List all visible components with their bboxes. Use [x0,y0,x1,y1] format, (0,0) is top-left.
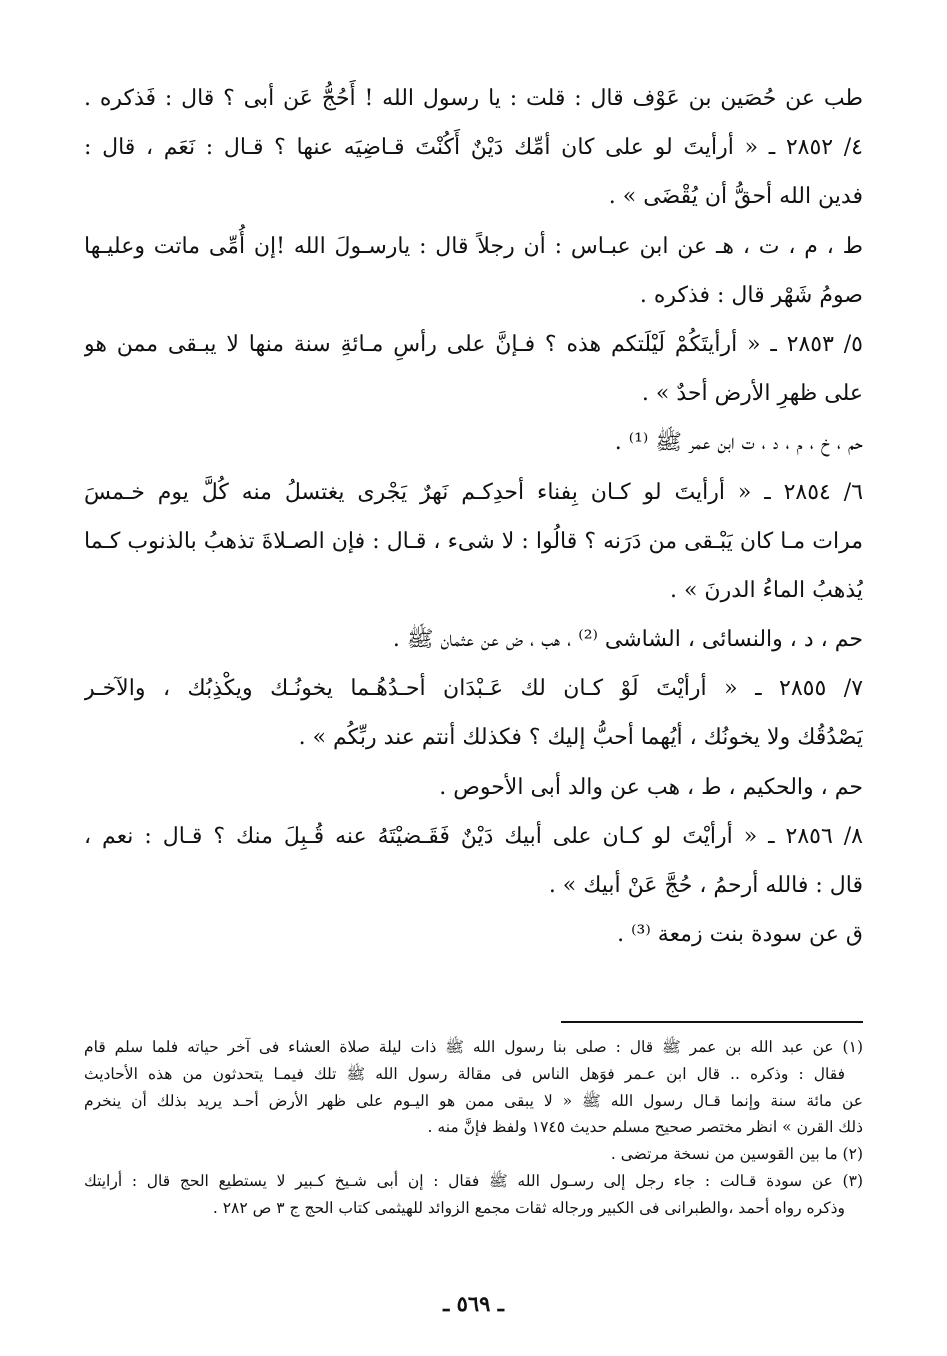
text-line: يَصْدُقُك ولا يخونُك ، أيُهما أحبُّ إليك ؟ فكذلك أنتم عند ربِّكُم » . [298,725,863,751]
text-line: صومُ شَهْر قال : فذكره . [639,282,863,308]
hadith-2856-line: ٨/ ٢٨٥٦ ـ « أرأيْتَ لو كـان على أبيك دَيْنٌ فَقَـضيْتَهُ عنه قُـبِلَ منك ؟ قـال : نعم ، [84,823,863,849]
text-line: طب عن حُصَين بن عَوْف قال : قلت : يا رسول الله ! أَحُجُّ عَن أبى ؟ قال : فَذكره . [84,86,863,111]
text-line: مرات مـا كان يَبْـقى من دَرَنه ؟ قالُوا : لا شىء ، قـال : فإن الصـلاةَ تذهبُ بالذنوب كـما [84,528,863,554]
footnote-1: (١) عن عبد الله بن عمر ﷺ قال : صلى بنا رسول الله ﷺ ذات ليلة صلاة العشاء فى آخر حياته فلما سلم قام [84,1038,863,1056]
source-line: حم ، د ، والنسائى ، الشاشى ⁽²⁾ ، هب ، ض عن عثمان ﷺ . [392,627,863,653]
source-line: حم ، والحكيم ، ط ، هب عن والد أبى الأحوص . [439,774,863,800]
footnote-1-cont: فقال : وذكره .. قال ابن عـمر فوَهل الناس فى مقالة رسول الله ﷺ تلك فيمـا يتحدثون من هذه الأحاديث [84,1064,845,1083]
footnote-3: (٣) عن سودة قـالت : جاء رجل إلى رسـول الله ﷺ فقال : إن أبى شـيخ كـبير لا يستطيع الحج قال : أرايتك [84,1171,863,1190]
hadith-2852-line: ٤/ ٢٨٥٢ ـ « أرأيتَ لو على كان أمِّك دَيْنٌ أَكُنْتَ قـاضِيَه عنها ؟ قـال : نَعَم ، قال : [84,135,863,161]
text-line: فدين الله أحقُّ أن يُقْضَى » . [608,184,863,210]
hadith-2854-line: ٦/ ٢٨٥٤ ـ « أرأيتَ لو كـان بِفناء أحدِكـم نَهرٌ يَجْرى يغتسلُ منه كُلَّ يوم خـمسَ [84,479,863,505]
footnote-2: (٢) ما بين القوسين من نسخة مرتضى . [610,1145,863,1164]
text-line: قال : فالله أرحمُ ، حُجَّ عَنْ أبيك » . [548,873,863,898]
footnotes [84,1034,863,1222]
source-line: ق عن سودة بنت زمعة ⁽³⁾ . [617,922,863,948]
source-line: ط ، م ، ت ، هـ عن ابن عبـاس : أن رجلاً قال : يارسـولَ الله !إن أُمِّى ماتت وعليـها [84,233,863,259]
hadith-2853-line: ٥/ ٢٨٥٣ ـ « أرأيتَكُمْ لَيْلَتكم هذه ؟ فـإنَّ على رأسِ مـائةِ سنة منها لا يبـقى ممن هو [84,331,863,357]
footnote-divider [561,1021,863,1023]
footnote-1-cont: عن مائة سنة وإنما قـال رسول الله ﷺ « لا يبقى ممن هو اليـوم على ظهر الأرض أحـد يريد بذلك أن ينخرم [84,1091,863,1110]
hadith-2855-line: ٧/ ٢٨٥٥ ـ « أرأيْتَ لَوْ كـان لك عَـبْدَان أحـدُهُـما يخونُـك ويكْذِبُك ، والآخـر [84,676,863,702]
source-line: حم ، خ ، م ، د ، ت ابن عمر ﷺ ⁽¹⁾ . [614,430,863,456]
footnote-3-cont: وذكره رواه أحمد ،والطبرانى فى الكبير ورجاله ثقات مجمع الزوائد للهيثمى كتاب الحج ج ٣ ص ٢٨٢ . [212,1198,845,1217]
main-text [84,74,863,959]
page-number: ـ ٥٦٩ ـ [443,1291,504,1316]
text-line: على ظهرِ الأرض أحدٌ » . [641,381,863,407]
text-line: يُذهبُ الماءُ الدرنَ » . [669,577,863,603]
footnote-1-cont: ذلك القرن » انظر مختصر صحيح مسلم حديث ١٧٤٥ ولفظ فإنَّ منه . [427,1118,863,1137]
